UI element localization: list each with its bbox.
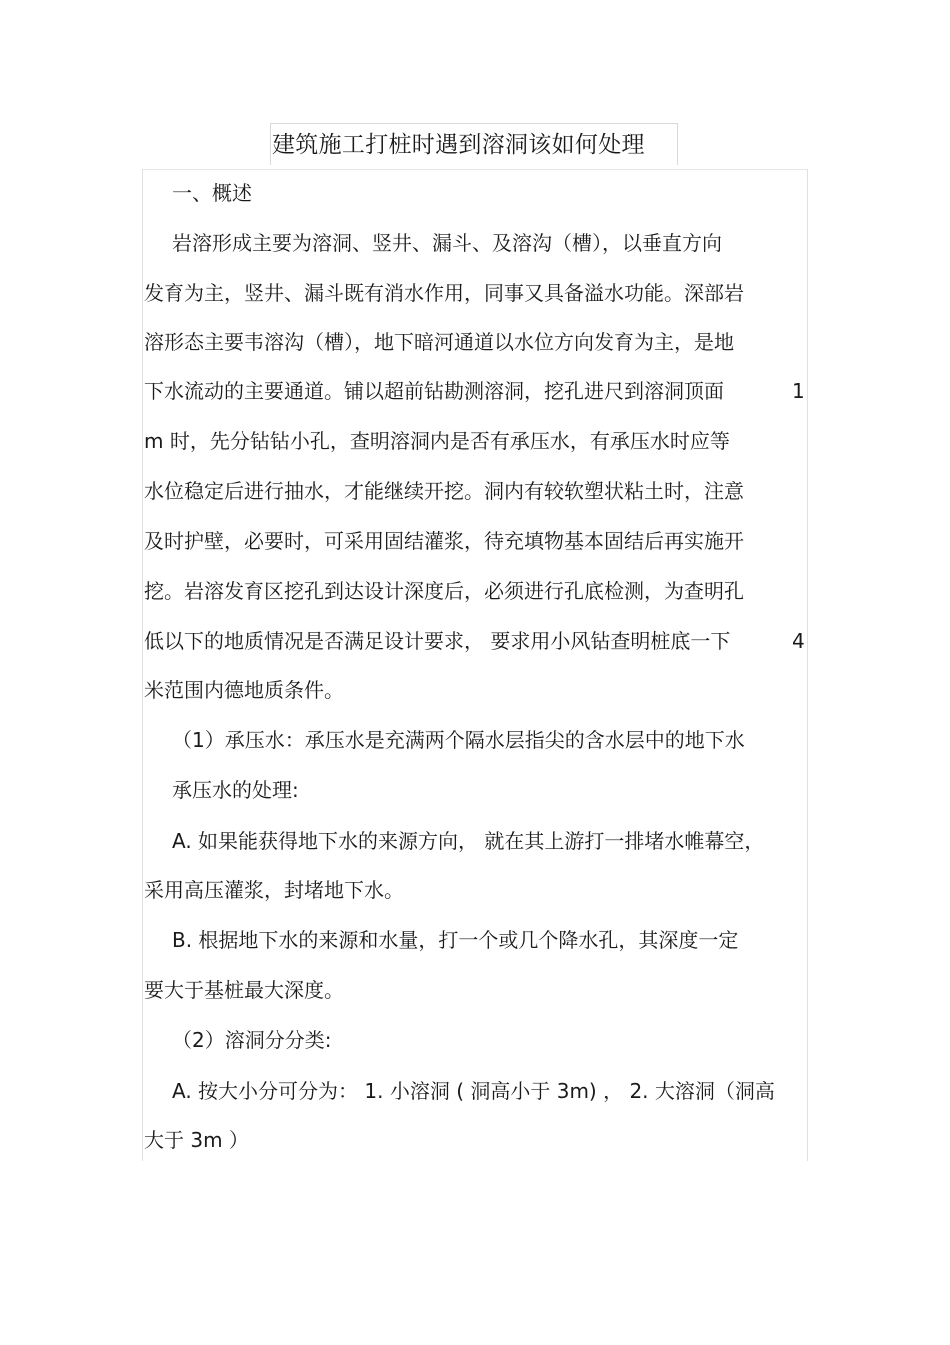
paragraph-line: 及时护壁，必要时，可采用固结灌浆，待充填物基本固结后再实施开 <box>144 529 744 553</box>
paragraph-line: 采用高压灌浆，封堵地下水。 <box>144 878 404 902</box>
paragraph-line: 挖。岩溶发育区挖孔到达设计深度后，必须进行孔底检测，为查明孔 <box>144 579 744 603</box>
paragraph-line: 米范围内德地质条件。 <box>144 678 344 702</box>
paragraph-line: 水位稳定后进行抽水，才能继续开挖。洞内有较软塑状粘土时，注意 <box>144 479 744 503</box>
list-item: B. 根据地下水的来源和水量，打一个或几个降水孔，其深度一定 <box>172 928 739 952</box>
paragraph-line: 大于 3m ） <box>144 1128 249 1152</box>
document-title: 建筑施工打桩时遇到溶洞该如何处理 <box>272 132 645 158</box>
list-item: A. 如果能获得地下水的来源方向， 就在其上游打一排堵水帷幕空， <box>172 829 765 853</box>
margin-number: 1 <box>792 379 805 403</box>
paragraph-line: （1）承压水：承压水是充满两个隔水层指尖的含水层中的地下水 <box>172 728 745 752</box>
paragraph-line: 下水流动的主要通道。铺以超前钻勘测溶洞，挖孔进尺到溶洞顶面 <box>144 379 724 403</box>
paragraph-line: 低以下的地质情况是否满足设计要求， 要求用小风钻查明桩底一下 <box>144 629 731 653</box>
paragraph-line: （2）溶洞分分类: <box>172 1028 332 1052</box>
list-item: A. 按大小分可分为： 1. 小溶洞 ( 洞高小于 3m) ， 2. 大溶洞（洞高 <box>172 1079 775 1103</box>
section-heading: 一、概述 <box>172 181 252 205</box>
paragraph-line: 岩溶形成主要为溶洞、竖井、漏斗、及溶沟（槽），以垂直方向 <box>172 231 722 255</box>
paragraph-line: m 时，先分钻钻小孔，查明溶洞内是否有承压水，有承压水时应等 <box>144 429 730 453</box>
content-frame <box>142 169 808 1161</box>
paragraph-line: 要大于基桩最大深度。 <box>144 978 344 1002</box>
paragraph-line: 溶形态主要韦溶沟（槽），地下暗河通道以水位方向发育为主，是地 <box>144 330 734 354</box>
paragraph-line: 承压水的处理: <box>172 778 299 802</box>
paragraph-line: 发育为主，竖井、漏斗既有消水作用，同事又具备溢水功能。深部岩 <box>144 281 744 305</box>
margin-number: 4 <box>792 629 805 653</box>
